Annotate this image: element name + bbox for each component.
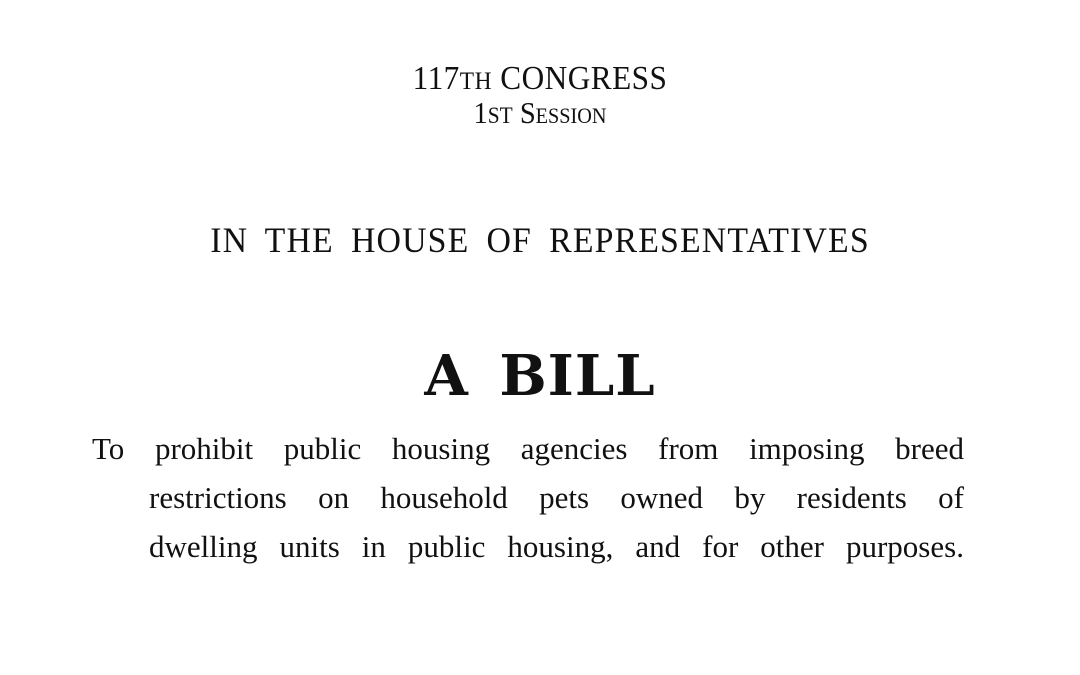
word: breed xyxy=(895,431,964,466)
congress-suffix: TH xyxy=(459,66,492,95)
word: household xyxy=(380,480,508,515)
purpose-line-1 xyxy=(92,424,964,473)
session-word: Session xyxy=(519,95,607,130)
word: from xyxy=(658,431,719,466)
document-title: A BILL xyxy=(424,343,656,409)
word: of xyxy=(938,480,964,515)
chamber-heading: IN THE HOUSE OF REPRESENTATIVES xyxy=(210,220,870,260)
word: public xyxy=(407,529,486,564)
word: imposing xyxy=(749,431,865,466)
word: on xyxy=(318,480,350,515)
session-label xyxy=(43,95,1037,131)
bill-purpose xyxy=(92,424,964,571)
word: restrictions xyxy=(149,480,287,515)
purpose-line-3 xyxy=(92,522,964,571)
word: To xyxy=(92,431,125,466)
word: housing xyxy=(391,431,491,466)
word: for xyxy=(702,529,739,564)
congress-word: CONGRESS xyxy=(500,60,668,97)
word: purposes. xyxy=(845,529,964,564)
word: in xyxy=(361,529,386,564)
word: other xyxy=(760,529,824,564)
word: and xyxy=(635,529,681,564)
purpose-line-2 xyxy=(92,473,964,522)
word: by xyxy=(734,480,766,515)
word: agencies xyxy=(520,431,628,466)
congress-session-header xyxy=(0,62,1080,131)
congress-number: 117 xyxy=(412,60,460,97)
word: units xyxy=(279,529,340,564)
session-number: 1 xyxy=(473,95,488,130)
word: dwelling xyxy=(149,529,258,564)
word: residents xyxy=(796,480,907,515)
word: pets xyxy=(539,480,590,515)
word: housing, xyxy=(507,529,614,564)
word: owned xyxy=(620,480,704,515)
word: prohibit xyxy=(154,431,254,466)
word: public xyxy=(283,431,362,466)
session-suffix: ST xyxy=(487,103,513,129)
congress-label xyxy=(43,62,1037,98)
